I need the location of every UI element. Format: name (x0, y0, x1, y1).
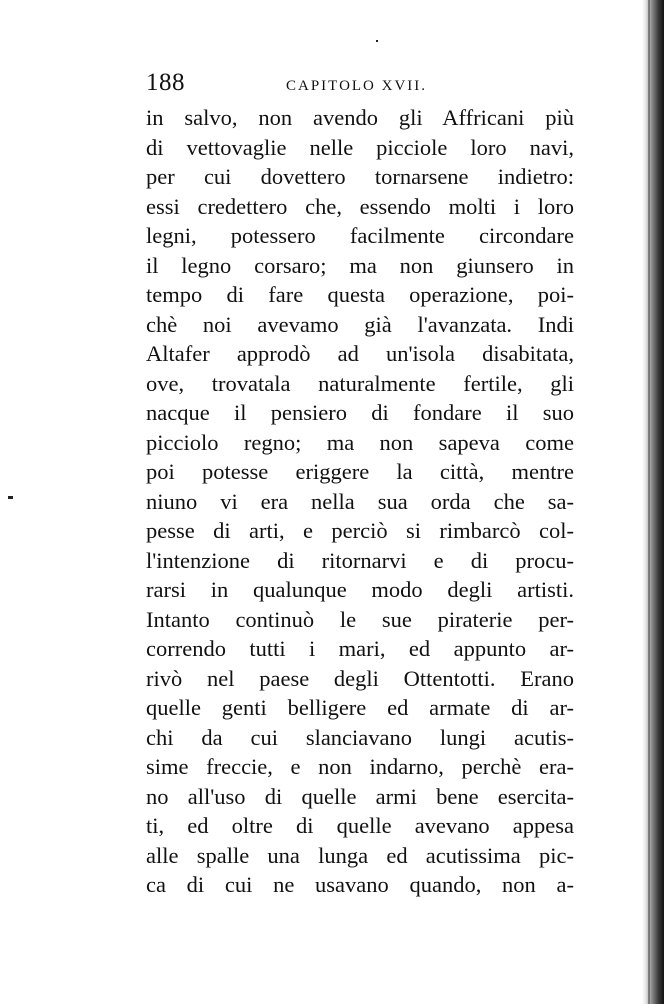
text-line: Intanto continuò le sue piraterie per- (146, 606, 574, 632)
text-line: di vettovaglie nelle picciole loro navi, (146, 134, 574, 160)
text-line: ca di cui ne usavano quando, non a- (146, 872, 574, 897)
text-line: correndo tutti i mari, ed appunto ar- (146, 636, 574, 661)
text-line: in salvo, non avendo gli Affricani più (146, 105, 574, 130)
text-line: picciolo regno; ma non sapeva come (146, 429, 574, 455)
text-line: essi credettero che, essendo molti i loro (146, 193, 574, 219)
text-line: quelle genti belligere ed armate di ar- (146, 695, 574, 720)
text-line: chè noi avevamo già l'avanzata. Indi (146, 311, 574, 337)
text-line: rarsi in qualunque modo degli artisti. (146, 577, 574, 602)
binding-edge-streak (648, 0, 650, 1004)
text-line: chi da cui slanciavano lungi acutis- (146, 724, 574, 750)
page-header (146, 69, 574, 103)
text-line: ti, ed oltre di quelle avevano appesa (146, 813, 574, 838)
text-line: rivò nel paese degli Ottentotti. Erano (146, 665, 574, 691)
text-line: tempo di fare questa operazione, poi- (146, 282, 574, 307)
text-line: per cui dovettero tornarsene indietro: (146, 164, 574, 189)
text-line: l'intenzione di ritornarvi e di procu- (146, 547, 574, 573)
text-line: poi potesse eriggere la città, mentre (146, 459, 574, 484)
text-block (146, 69, 574, 900)
binding-edge (642, 0, 664, 1004)
text-line: niuno vi era nella sua orda che sa- (146, 488, 574, 514)
text-line: pesse di arti, e perciò si rimbarcò col- (146, 518, 574, 543)
text-line: Altafer approdò ad un'isola disabitata, (146, 341, 574, 366)
text-line: il legno corsaro; ma non giunsero in (146, 252, 574, 278)
ink-speck (8, 496, 13, 499)
text-line: ove, trovatala naturalmente fertile, gli (146, 370, 574, 396)
body-text (146, 103, 574, 900)
text-line: legni, potessero facilmente circondare (146, 223, 574, 248)
running-head: CAPITOLO XVII. (286, 78, 428, 94)
text-line: sime freccie, e non indarno, perchè era- (146, 754, 574, 779)
text-line: nacque il pensiero di fondare il suo (146, 400, 574, 425)
text-line: no all'uso di quelle armi bene esercita- (146, 783, 574, 809)
text-line: alle spalle una lunga ed acutissima pic- (146, 842, 574, 868)
page-number: 188 (146, 69, 185, 96)
ink-speck (376, 40, 378, 42)
